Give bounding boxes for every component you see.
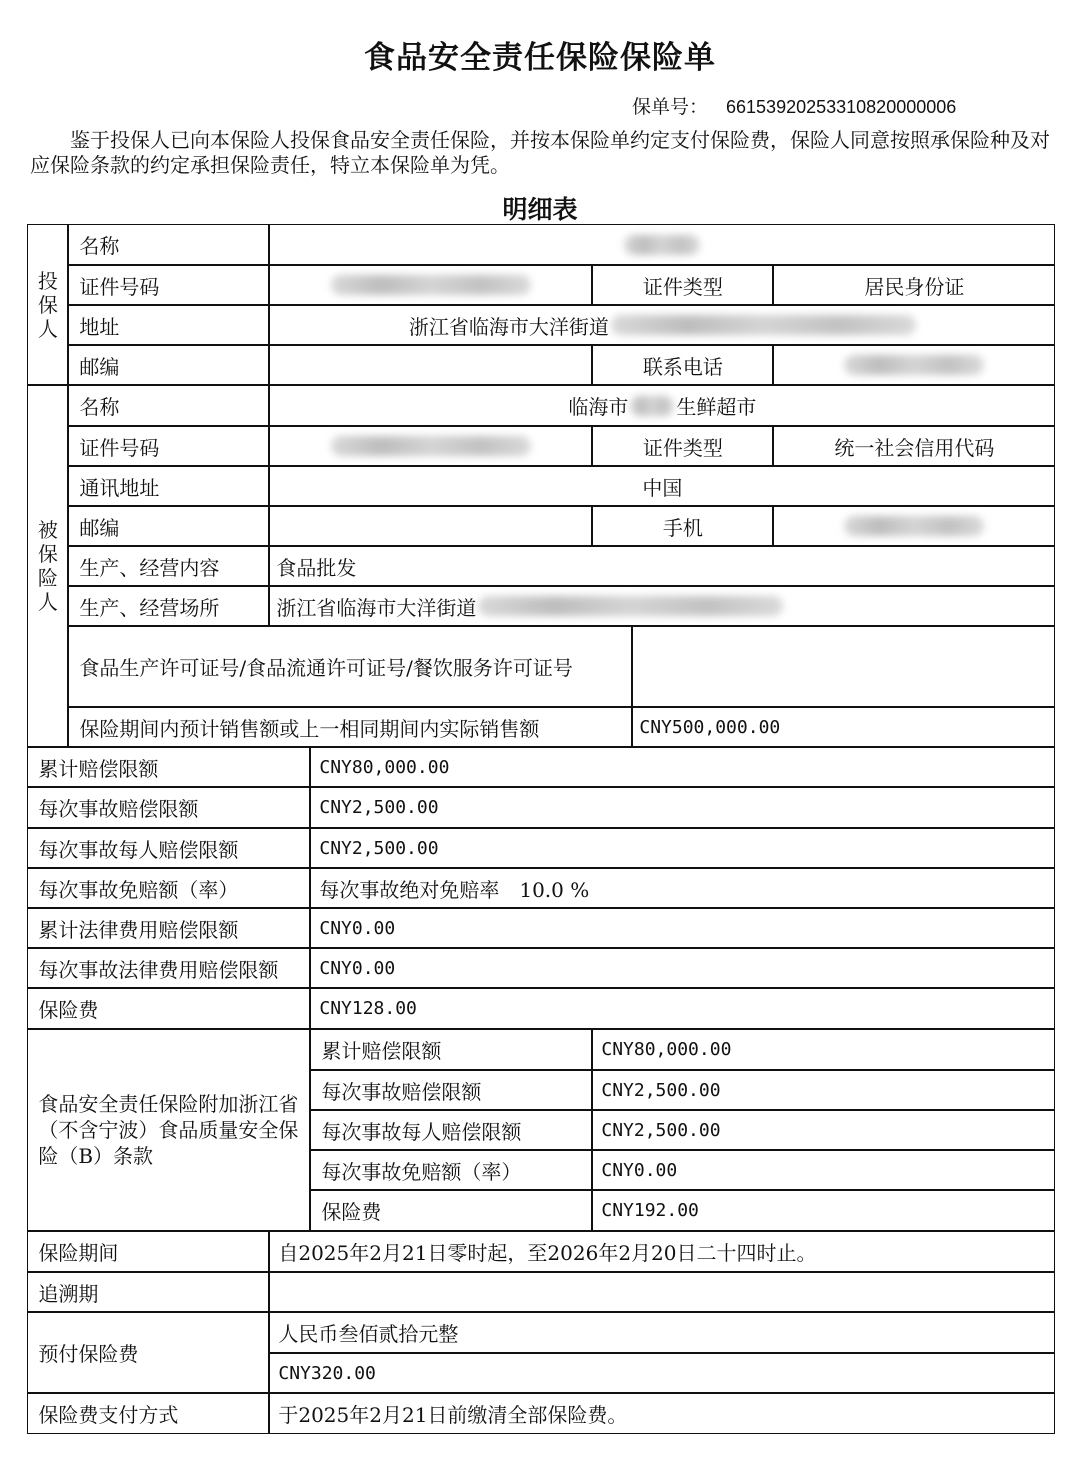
insured-mobile-value [773,506,1055,546]
retro-label: 追溯期 [27,1272,269,1312]
prepaid-label: 预付保险费 [27,1312,269,1393]
insured-postcode-value [269,506,592,546]
business-place-text: 浙江省临海市大洋街道 [276,595,477,620]
redacted-mark [844,516,984,536]
coverage-value: CNY0.00 [310,908,1055,948]
coverage-value: CNY128.00 [310,988,1055,1029]
retro-value [269,1272,1055,1312]
document-title: 食品安全责任保险保险单 [364,40,716,76]
business-content-value: 食品批发 [269,546,1055,586]
prepaid-amount: CNY320.00 [269,1353,1055,1393]
sales-value: CNY500,000.00 [632,707,1055,747]
insured-mobile-label: 手机 [592,506,773,546]
addon-label: 每次事故免赔额（率） [310,1150,592,1190]
coverage-value: CNY2,500.00 [310,787,1055,828]
insured-id-type-label: 证件类型 [592,426,773,466]
applicant-address-value [269,305,1055,345]
coverage-label: 累计法律费用赔偿限额 [27,908,310,948]
applicant-name-label: 名称 [68,224,269,265]
coverage-label: 每次事故赔偿限额 [27,787,310,828]
coverage-label: 每次事故每人赔偿限额 [27,828,310,868]
redacted-mark [630,396,674,416]
policy-number-value: 66153920253310820000006 [726,97,957,117]
applicant-id-no-value [269,265,592,305]
addon-label: 每次事故每人赔偿限额 [310,1110,592,1150]
addon-clause-label: 食品安全责任保险附加浙江省（不含宁波）食品质量安全保险（B）条款 [27,1029,310,1231]
license-label: 食品生产许可证号/食品流通许可证号/餐饮服务许可证号 [68,626,632,707]
redacted-mark [478,596,783,616]
prepaid-words: 人民币叁佰贰拾元整 [269,1312,1055,1353]
coverage-value: CNY80,000.00 [310,747,1055,787]
coverage-label: 每次事故免赔额（率） [27,868,310,908]
sales-label: 保险期间内预计销售额或上一相同期间内实际销售额 [68,707,632,747]
applicant-name-value [269,224,1055,265]
license-value [632,626,1055,707]
coverage-label: 累计赔偿限额 [27,747,310,787]
insured-mail-address-label: 通讯地址 [68,466,269,506]
coverage-label: 保险费 [27,988,310,1029]
insured-group-label: 被保险人 [27,385,68,747]
applicant-postcode-value [269,345,592,385]
business-place-label: 生产、经营场所 [68,586,269,626]
insured-mail-address-value: 中国 [269,466,1055,506]
insured-name-suffix: 生鲜超市 [676,395,757,420]
addon-label: 保险费 [310,1190,592,1231]
applicant-postcode-label: 邮编 [68,345,269,385]
policy-number [632,92,956,119]
policy-number-label: 保单号： [632,96,709,118]
redacted-mark [331,436,531,456]
applicant-address-text: 浙江省临海市大洋街道 [408,314,609,339]
addon-value: CNY0.00 [592,1150,1055,1190]
insured-id-no-value [269,426,592,466]
insured-id-no-label: 证件号码 [68,426,269,466]
applicant-phone-label: 联系电话 [592,345,773,385]
business-content-label: 生产、经营内容 [68,546,269,586]
insured-name-label: 名称 [68,385,269,426]
redacted-mark [844,355,984,375]
applicant-address-label: 地址 [68,305,269,345]
coverage-value: CNY0.00 [310,948,1055,988]
addon-value: CNY192.00 [592,1190,1055,1231]
insured-name-value [269,385,1055,426]
coverage-label: 每次事故法律费用赔偿限额 [27,948,310,988]
schedule-title: 明细表 [502,195,578,224]
redacted-mark [624,235,700,255]
addon-label: 每次事故赔偿限额 [310,1070,592,1110]
addon-value: CNY2,500.00 [592,1070,1055,1110]
coverage-value: CNY2,500.00 [310,828,1055,868]
insured-id-type-value: 统一社会信用代码 [773,426,1055,466]
addon-value: CNY2,500.00 [592,1110,1055,1150]
redacted-mark [331,275,531,295]
period-value: 自2025年2月21日零时起，至2026年2月20日二十四时止。 [269,1231,1055,1272]
addon-value: CNY80,000.00 [592,1029,1055,1070]
addon-label: 累计赔偿限额 [310,1029,592,1070]
payment-label: 保险费支付方式 [27,1393,269,1434]
payment-value: 于2025年2月21日前缴清全部保险费。 [269,1393,1055,1434]
applicant-phone-value [773,345,1055,385]
applicant-id-type-value: 居民身份证 [773,265,1055,305]
applicant-group-label: 投保人 [27,224,68,385]
period-label: 保险期间 [27,1231,269,1272]
intro-paragraph: 鉴于投保人已向本保险人投保食品安全责任保险，并按本保险单约定支付保险费，保险人同意按照承保险种及对应保险条款的约定承担保险责任，特立本保险单为凭。 [30,128,1050,177]
redacted-mark [611,315,916,335]
applicant-id-type-label: 证件类型 [592,265,773,305]
business-place-value [269,586,1055,626]
insured-name-prefix: 临海市 [568,395,629,420]
applicant-id-no-label: 证件号码 [68,265,269,305]
coverage-value: 每次事故绝对免赔率 10.0 % [310,868,1055,908]
insured-postcode-label: 邮编 [68,506,269,546]
